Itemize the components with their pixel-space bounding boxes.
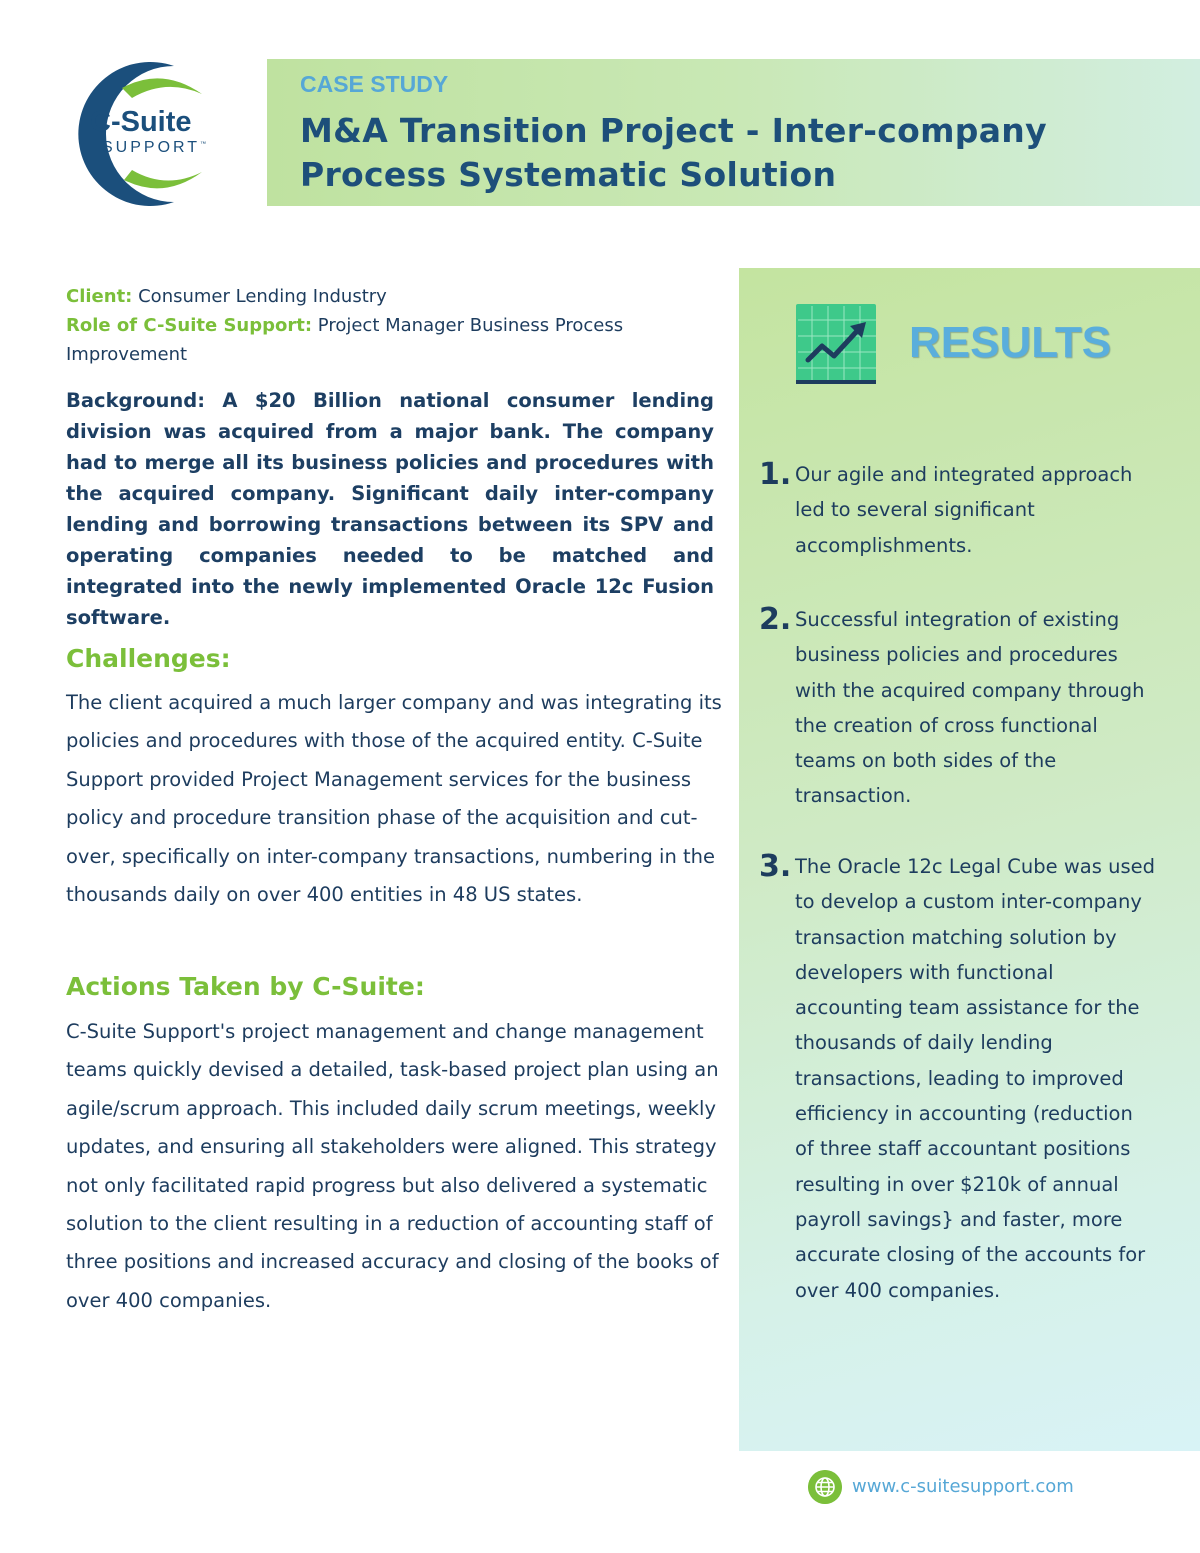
globe-icon [808,1470,842,1504]
result-number: 2. [759,602,792,637]
case-details [66,282,714,633]
background-paragraph: Background: A $20 Billion national consumer lending division was acquired from a major bank. The company had to merge all its business policies and procedures with the acquired company. Significant daily inter-company lending and borrowing transactions between its SPV and operating companies needed to be matched and integrated into the newly implemented Oracle 12c Fusion software. [66,389,714,629]
client-value: Consumer Lending Industry [138,286,387,307]
role-label: Role of C-Suite Support: [66,315,313,336]
client-info [66,282,714,369]
page-title: M&A Transition Project - Inter-company Process Systematic Solution [300,111,1047,194]
results-title: RESULTS [909,318,1112,367]
logo-subtitle: SUPPORT™ [102,139,207,156]
result-number: 3. [759,849,792,884]
company-logo [62,58,222,208]
actions-body: C-Suite Support's project management and change management teams quickly devised a detailed, task-based project plan using an agile/scrum approach. This included daily scrum meetings, weekly updates, and ensuring all stakeholders were aligned. This strategy not only facilitated rapid progress but also delivered a systematic solution to the client resulting in a reduction of accounting staff of three positions and increased accuracy and closing of the books of over 400 companies. [66,1020,719,1312]
result-number: 1. [759,457,792,492]
challenges-heading: Challenges: [66,644,231,673]
header-banner [267,59,1200,206]
result-text: Successful integration of existing business policies and procedures with the acquired company through the creation of cross functional teams on both sides of the transaction. [795,608,1145,808]
result-text: The Oracle 12c Legal Cube was used to develop a custom inter-company transaction matching solution by developers with functional accounting team assistance for the thousands of daily lending transactions, leading to improved efficiency in accounting (reduction of three staff accountant positions resulting in over $210k of annual payroll savings} and faster, more accurate closing of the accounts for over 400 companies. [795,855,1156,1302]
website-link[interactable]: www.c-suitesupport.com [852,1476,1074,1497]
client-label: Client: [66,286,133,307]
challenges-body: The client acquired a much larger company and was integrating its policies and procedures with those of the acquired entity. C-Suite Support provided Project Management services for the business policy and procedure transition phase of the acquisition and cut-over, specifically on inter-company transactions, numbering in the thousands daily on over 400 entities in 48 US states. [66,691,722,907]
actions-heading: Actions Taken by C-Suite: [66,972,425,1001]
results-panel [739,268,1200,1451]
result-text: Our agile and integrated approach led to several significant accomplishments. [795,463,1133,557]
role-value: Project Manager Business Process Improvement [66,315,624,365]
logo-wordmark: C-Suite [90,106,192,138]
growth-chart-icon [794,302,878,386]
case-study-label: CASE STUDY [300,71,449,97]
